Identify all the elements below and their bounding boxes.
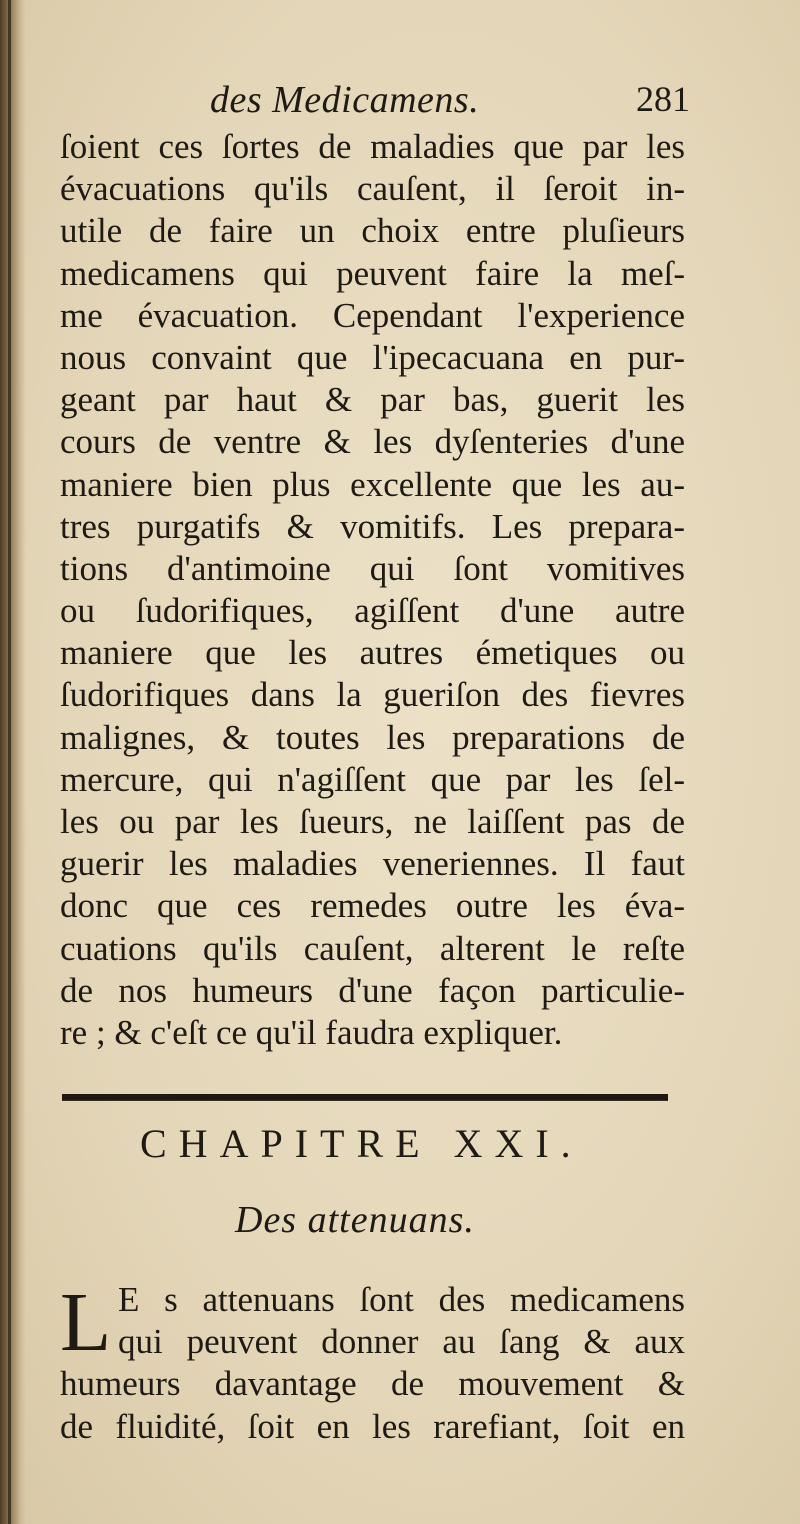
binding-edge	[8, 0, 11, 1524]
text-line: maniere bien plus excellente que les au-	[60, 464, 685, 504]
chapter-opening-paragraph	[60, 1276, 685, 1448]
text-line: malignes, & toutes les preparations de	[60, 717, 685, 757]
text-line: humeurs davantage de mouvement &	[60, 1364, 685, 1404]
text-line: les ou par les ſueurs, ne laiſſent pas de	[60, 802, 685, 841]
page-gutter	[0, 0, 26, 1524]
text-line: mercure, qui n'agiſſent que par les ſel-	[60, 759, 685, 799]
chapter-subheading: Des attenuans.	[235, 1199, 475, 1241]
body-text	[60, 126, 685, 1054]
text-line: re ; & c'eſt ce qu'il faudra expliquer.	[60, 1012, 563, 1052]
text-line: de nos humeurs d'une façon particulie-	[60, 970, 685, 1010]
text-line: tres purgatifs & vomitifs. Les prepara-	[60, 506, 685, 546]
text-line: E s attenuans ſont des medicamens	[118, 1280, 685, 1319]
section-divider-rule	[62, 1094, 668, 1101]
page-number: 281	[636, 79, 690, 119]
chapter-heading: CHAPITRE XXI.	[140, 1121, 583, 1166]
text-line: medicamens qui peuvent faire la meſ-	[60, 253, 685, 293]
text-line: ſoient ces ſortes de maladies que par les	[60, 127, 685, 166]
text-line: ou ſudorifiques, agiſſent d'une autre	[60, 591, 685, 631]
text-line: guerir les maladies veneriennes. Il faut	[60, 844, 685, 884]
drop-cap: L	[60, 1276, 112, 1369]
running-head-title: des Medicamens.	[210, 79, 480, 121]
text-line: donc que ces remedes outre les éva-	[60, 886, 685, 926]
text-line: ſudorifiques dans la gueriſon des fievres	[60, 675, 685, 715]
text-line: tions d'antimoine qui ſont vomitives	[60, 548, 685, 588]
text-line: geant par haut & par bas, guerit les	[60, 380, 685, 420]
text-line: nous convaint que l'ipecacuana en pur-	[60, 337, 685, 377]
text-line: évacuations qu'ils cauſent, il ſeroit in-	[60, 169, 685, 209]
text-line: de fluidité, ſoit en les rarefiant, ſoit en	[60, 1406, 685, 1446]
text-line: qui peuvent donner au ſang & aux	[118, 1322, 685, 1362]
text-line: cours de ventre & les dyſenteries d'une	[60, 422, 685, 462]
text-line: utile de faire un choix entre pluſieurs	[60, 211, 685, 251]
text-line: maniere que les autres émetiques ou	[60, 633, 685, 673]
running-head	[60, 78, 690, 128]
text-line: cuations qu'ils cauſent, alterent le reſte	[60, 928, 685, 968]
text-line: me évacuation. Cependant l'experience	[60, 295, 685, 335]
